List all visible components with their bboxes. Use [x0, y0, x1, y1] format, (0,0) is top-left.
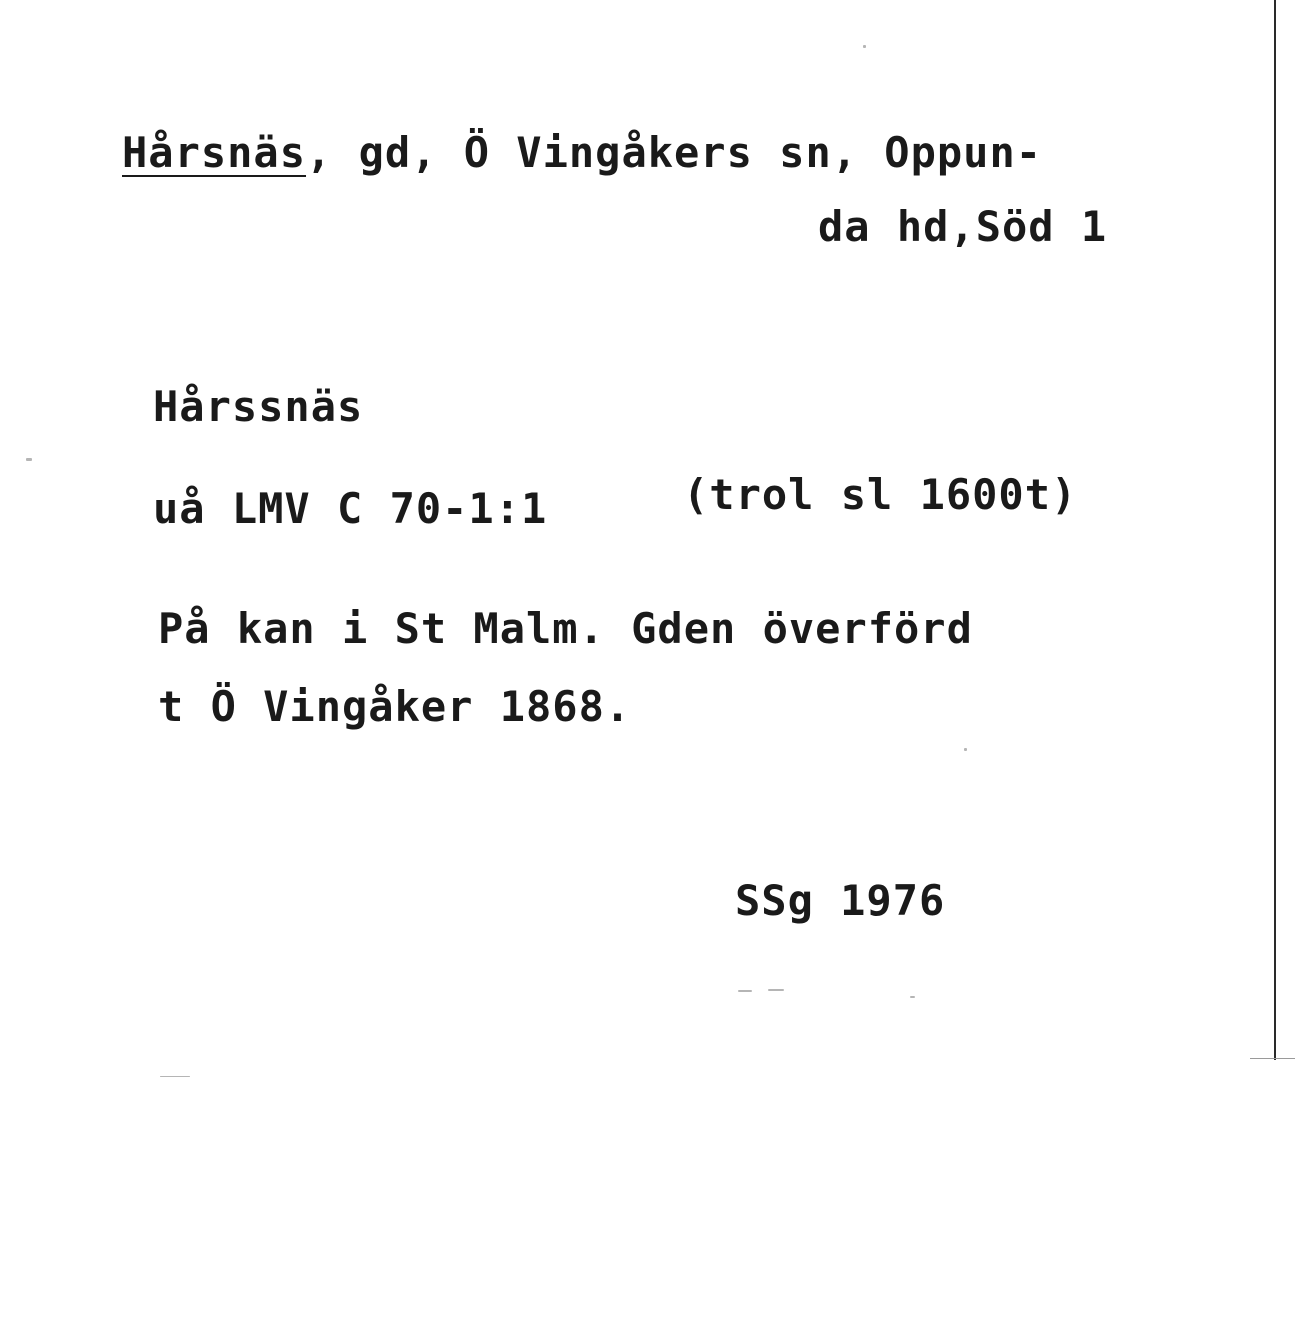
scan-speck [910, 996, 915, 998]
heading-rest: , gd, Ö Vingåkers sn, Oppun- [306, 128, 1043, 177]
variant-form: Hårssnäs [153, 382, 364, 431]
scan-speck [768, 989, 784, 991]
headword: Hårsnäs [122, 128, 307, 177]
note-line-1: På kan i St Malm. Gden överförd [158, 604, 973, 653]
scan-speck [738, 990, 752, 992]
scan-speck [26, 458, 32, 461]
note-line-2: t Ö Vingåker 1868. [158, 682, 632, 731]
heading-line-2: da hd,Söd 1 [818, 202, 1108, 251]
scan-speck [964, 748, 967, 751]
source-note: (trol sl 1600t) [683, 470, 1078, 519]
card-edge-bottom [1250, 1058, 1295, 1059]
scan-speck [160, 1076, 190, 1077]
heading-line-1 [122, 128, 1042, 178]
signature: SSg 1976 [735, 876, 946, 925]
card-edge [1274, 0, 1276, 1060]
source-reference: uå LMV C 70-1:1 [153, 484, 548, 533]
scan-speck [863, 45, 866, 48]
